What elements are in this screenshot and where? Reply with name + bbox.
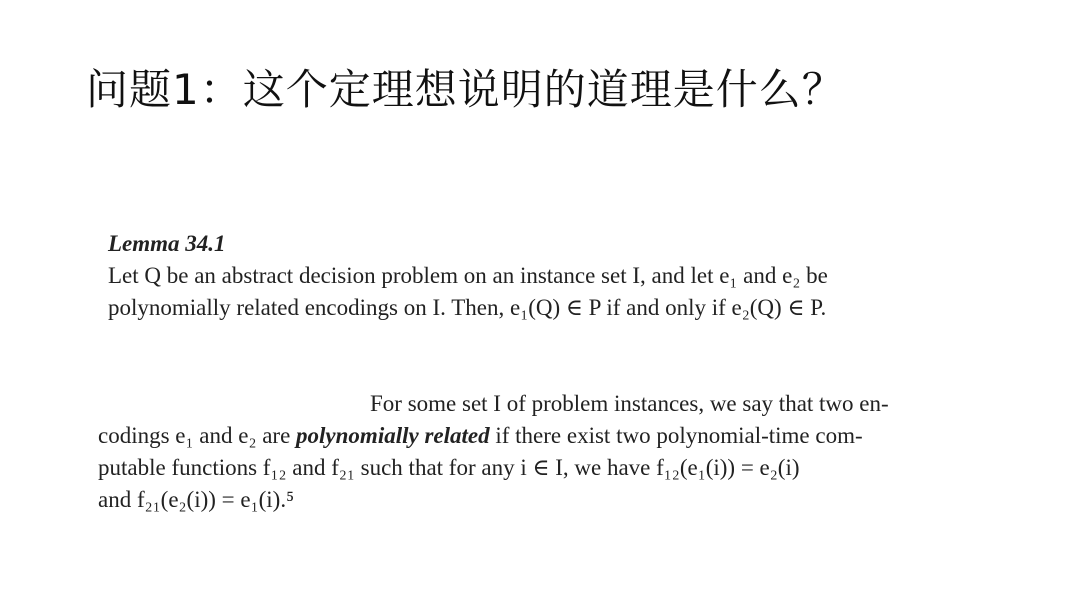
definition-line-2-start: codings e₁ and e₂ are [98, 423, 297, 448]
lemma-block [108, 228, 988, 324]
lemma-statement-line-1: Let Q be an abstract decision problem on an instance set I, and let e₁ and e₂ be [108, 263, 828, 288]
slide-title: 问题1：这个定理想说明的道理是什么？ [86, 65, 845, 114]
definition-line-2 [98, 420, 998, 452]
lemma-statement-line-2: polynomially related encodings on I. Then, e₁(Q) ∈ P if and only if e₂(Q) ∈ P. [108, 295, 827, 320]
definition-line-3: putable functions f₁₂ and f₂₁ such that for any i ∈ I, we have f₁₂(e₁(i)) = e₂(i) [98, 455, 800, 480]
definition-line-4: and f₂₁(e₂(i)) = e₁(i).⁵ [98, 487, 295, 512]
definition-line-1: For some set I of problem instances, we say that two en- [370, 391, 889, 416]
definition-block [98, 388, 998, 516]
lemma-heading: Lemma 34.1 [108, 231, 226, 256]
definition-line-2-end: if there exist two polynomial-time com- [489, 423, 863, 448]
defined-term: polynomially related [296, 423, 490, 448]
